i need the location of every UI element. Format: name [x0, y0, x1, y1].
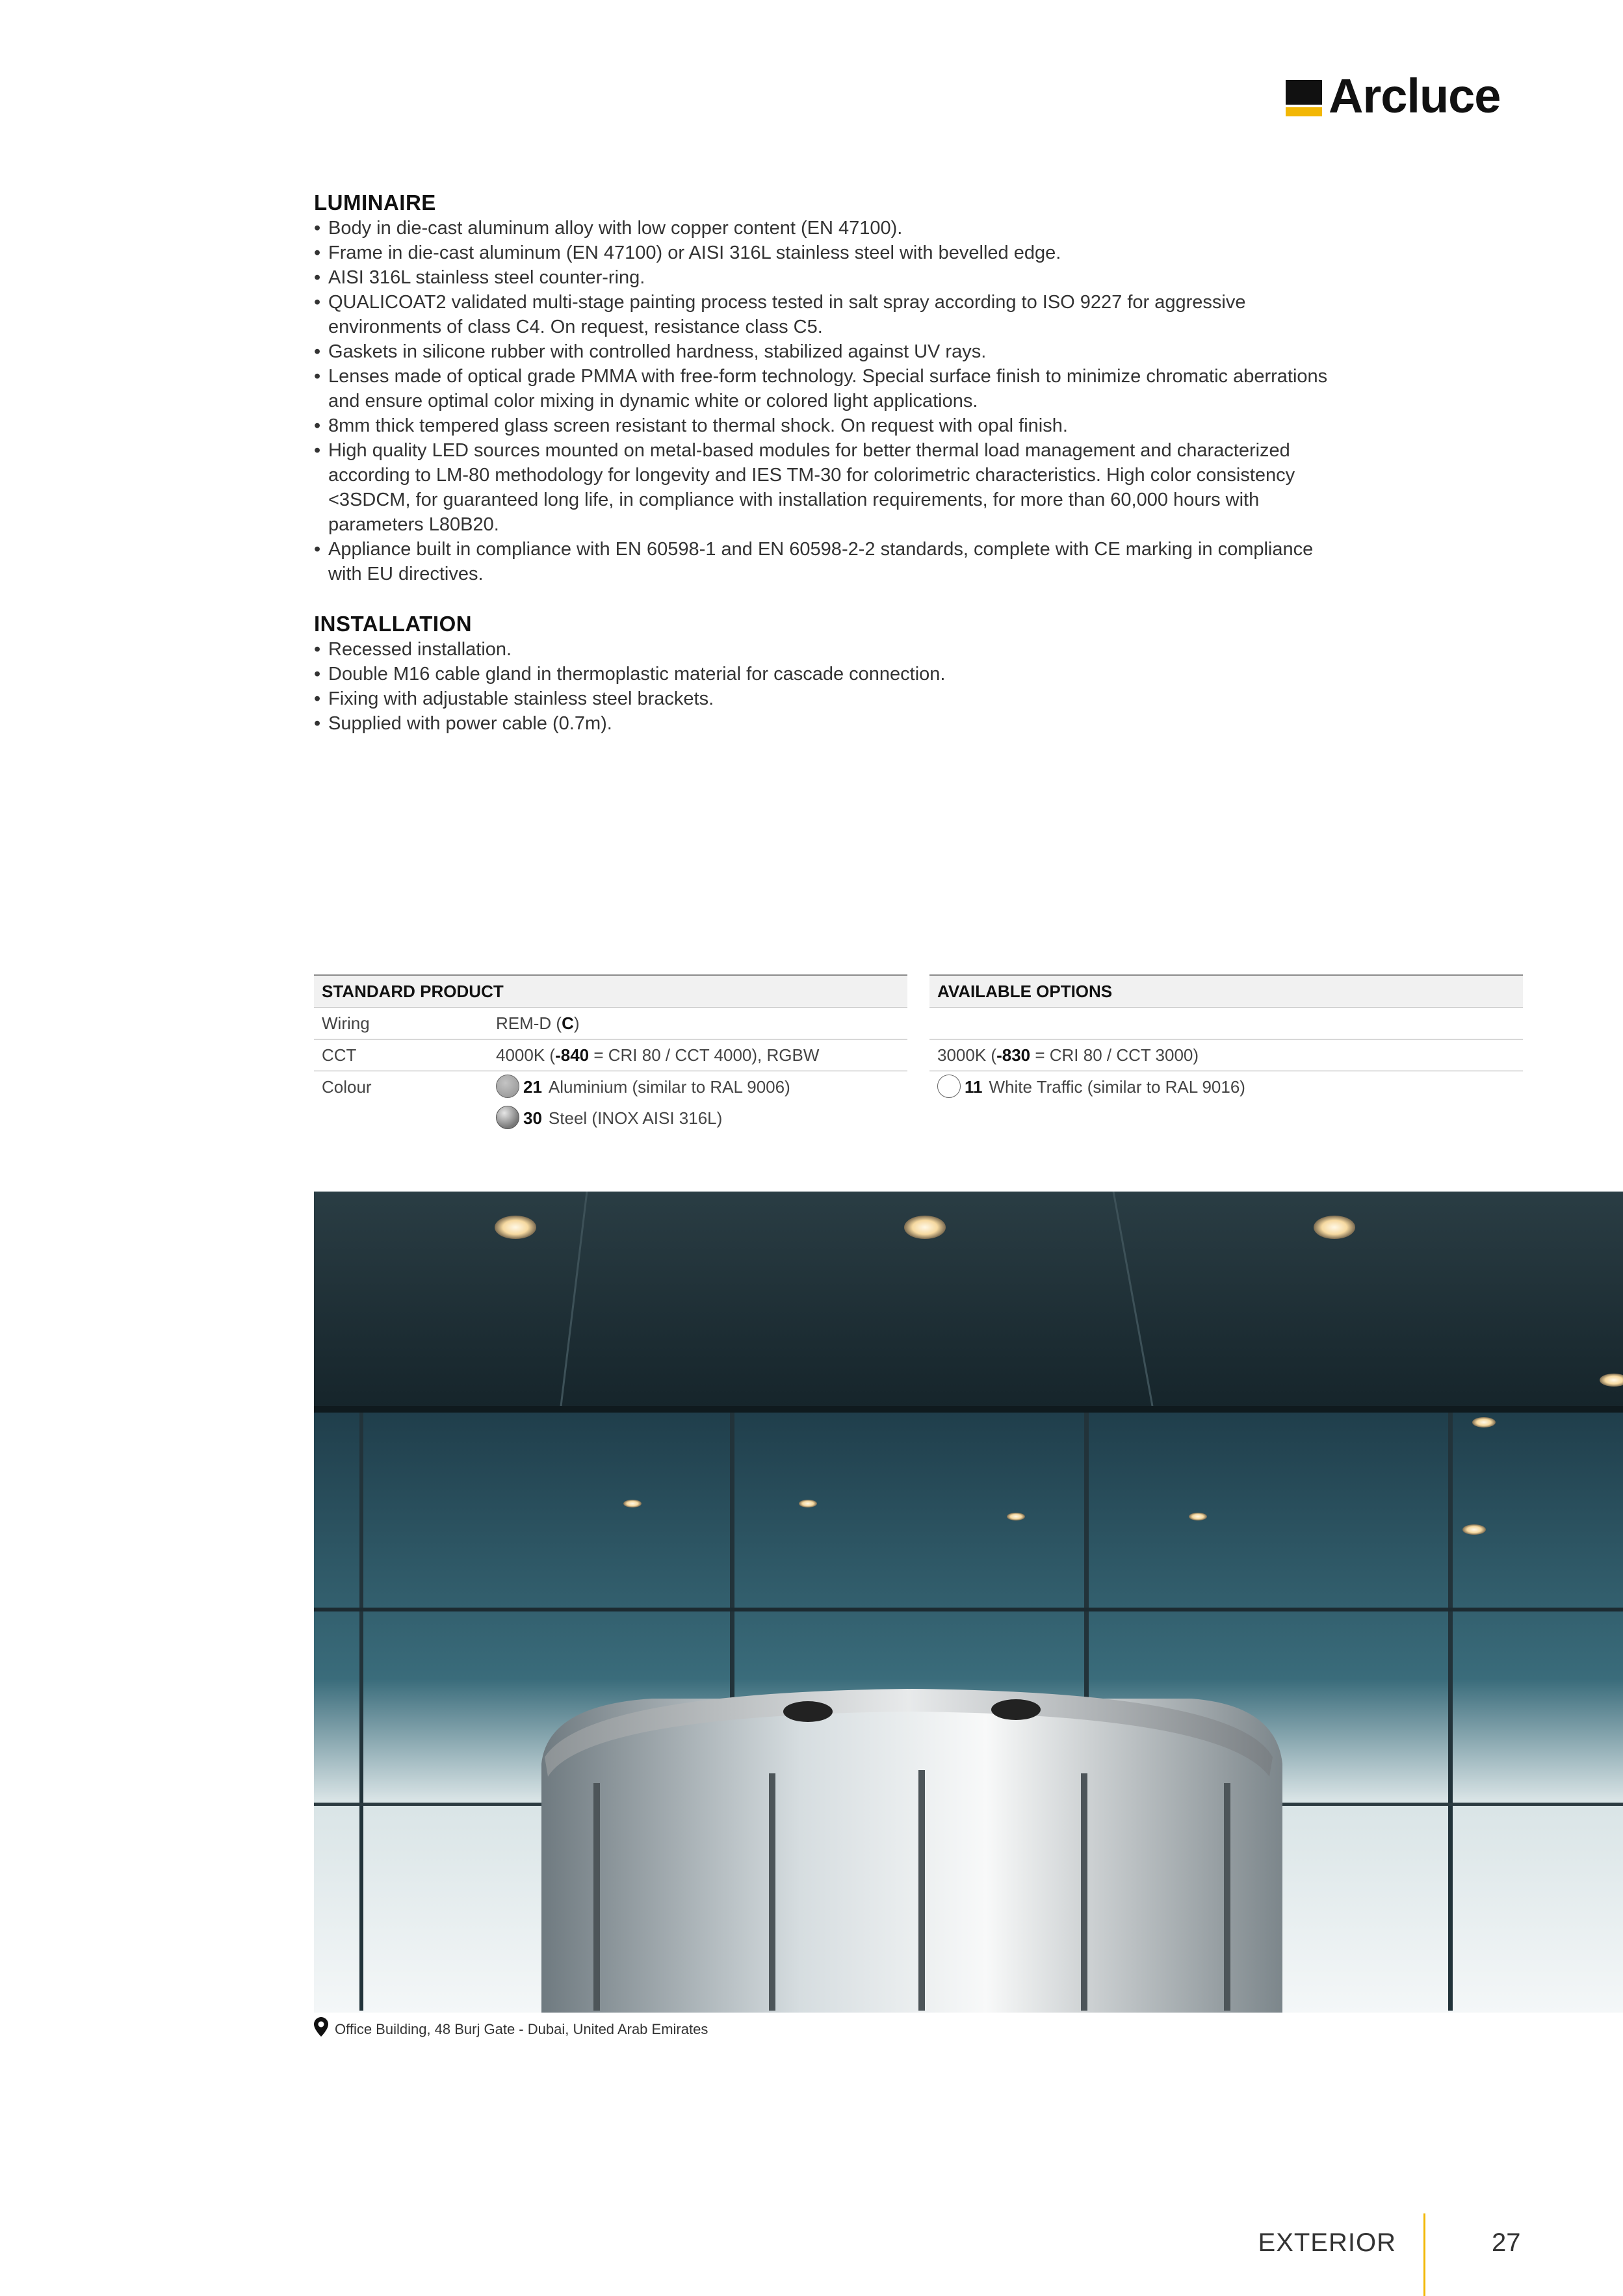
location-pin-icon [314, 2017, 328, 2043]
aluminium-swatch-icon [496, 1075, 519, 1098]
list-item: • Recessed installation. [314, 637, 1328, 662]
cct-option: 3000K (-830 = CRI 80 / CCT 3000) [937, 1045, 1199, 1065]
white-swatch-icon [937, 1075, 961, 1098]
wiring-label: Wiring [322, 1013, 370, 1033]
table-row [314, 1102, 907, 1134]
section-label: EXTERIOR [1258, 2228, 1396, 2257]
caption-text: Office Building, 48 Burj Gate - Dubai, United Arab Emirates [335, 2020, 708, 2037]
colour-option: 30 Steel (INOX AISI 316L) [496, 1102, 722, 1134]
page-number: 27 [1492, 2228, 1521, 2257]
list-item: • Supplied with power cable (0.7m). [314, 711, 1328, 736]
brand-logo [1286, 69, 1526, 123]
cct-label: CCT [322, 1045, 357, 1065]
table-row [314, 1071, 907, 1102]
list-item: • Appliance built in compliance with EN 60598-1 and EN 60598-2-2 standards, complete with CE marking in compliance with EU directives. [314, 537, 1328, 586]
available-options-header: AVAILABLE OPTIONS [929, 974, 1523, 1008]
list-item: • QUALICOAT2 validated multi-stage painting process tested in salt spray according to ISO 9227 for aggressive environments of class C4. On request, resistance class C5. [314, 290, 1328, 339]
brand-name: Arcluce [1329, 69, 1501, 123]
available-options-table [929, 974, 1523, 1102]
steel-swatch-icon [496, 1106, 519, 1129]
list-item: • 8mm thick tempered glass screen resistant to thermal shock. On request with opal finish. [314, 413, 1328, 438]
project-photo [314, 1192, 1623, 2013]
list-item: • Lenses made of optical grade PMMA with free-form technology. Special surface finish to minimize chromatic aberrations and ensure optimal color mixing in dynamic white or colored light applications. [314, 364, 1328, 413]
colour-option: 11 White Traffic (similar to RAL 9016) [937, 1071, 1245, 1102]
cct-value: 4000K (-840 = CRI 80 / CCT 4000), RGBW [496, 1045, 820, 1065]
luminaire-heading: LUMINAIRE [314, 190, 436, 215]
photo-caption [314, 2017, 708, 2039]
colour-option: 21 Aluminium (similar to RAL 9006) [496, 1071, 790, 1102]
list-item: • High quality LED sources mounted on metal-based modules for better thermal load management and characterized according to LM-80 methodology for longevity and IES TM-30 for colorimetric characteristics. High color consistency <3SDCM, for guaranteed long life, in compliance with installation requirements, for more than 60,000 hours with parameters L80B20. [314, 438, 1328, 537]
colour-label: Colour [322, 1077, 372, 1097]
list-item: • Body in die-cast aluminum alloy with low copper content (EN 47100). [314, 216, 1328, 241]
table-row [929, 1008, 1523, 1039]
table-row [929, 1039, 1523, 1071]
installation-heading: INSTALLATION [314, 612, 473, 636]
installation-list [314, 637, 1328, 736]
list-item: • AISI 316L stainless steel counter-ring. [314, 265, 1328, 290]
luminaire-list [314, 216, 1328, 586]
spec-text [314, 190, 1328, 736]
list-item: • Fixing with adjustable stainless steel brackets. [314, 686, 1328, 711]
list-item: • Gaskets in silicone rubber with controlled hardness, stabilized against UV rays. [314, 339, 1328, 364]
standard-product-table [314, 974, 907, 1134]
list-item: • Frame in die-cast aluminum (EN 47100) or AISI 316L stainless steel with bevelled edge. [314, 241, 1328, 265]
table-row [314, 1039, 907, 1071]
logo-mark-icon [1286, 80, 1322, 116]
list-item: • Double M16 cable gland in thermoplastic material for cascade connection. [314, 662, 1328, 686]
standard-product-header: STANDARD PRODUCT [314, 974, 907, 1008]
table-row [929, 1071, 1523, 1102]
wiring-value: REM-D (C) [496, 1013, 580, 1033]
footer-divider [1423, 2213, 1425, 2296]
table-row [314, 1008, 907, 1039]
